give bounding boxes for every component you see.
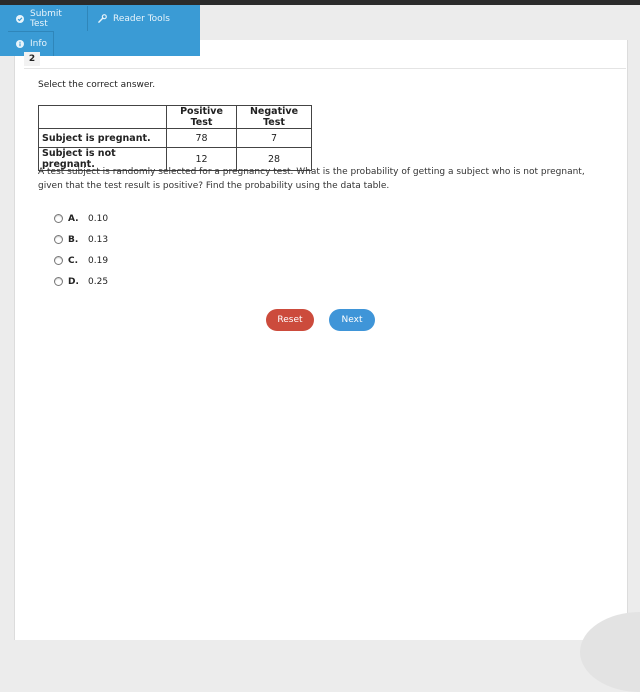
- reset-button[interactable]: Reset: [266, 309, 314, 331]
- question-prompt: Select the correct answer.: [38, 80, 156, 90]
- option-value: 0.25: [88, 276, 109, 287]
- question-number: 2: [24, 52, 40, 66]
- option-value: 0.19: [88, 255, 109, 266]
- table-corner-cell: [39, 106, 167, 129]
- submit-test-label: Submit Test: [30, 8, 62, 29]
- radio-button[interactable]: [54, 256, 63, 265]
- option-letter: B.: [68, 234, 79, 245]
- table-cell: 7: [237, 129, 312, 148]
- option-value: 0.13: [88, 234, 109, 245]
- table-row-header: Subject is pregnant.: [39, 129, 167, 148]
- option-letter: D.: [68, 276, 79, 287]
- question-text: A test subject is randomly selected for a pregnancy test. What is the probability of getting a subject who is not pregnant, given that the test result is positive? Find the probability using the data table.: [38, 167, 585, 191]
- option-value: 0.10: [88, 213, 109, 224]
- test-toolbar: [0, 5, 200, 56]
- answer-option-c[interactable]: [54, 250, 108, 271]
- table-cell: 28: [237, 148, 312, 171]
- answer-options: [54, 208, 108, 292]
- submit-test-button[interactable]: [8, 6, 88, 31]
- table-row-header: Subject is not pregnant.: [39, 148, 167, 171]
- reader-tools-label: Reader Tools: [113, 13, 170, 24]
- reader-tools-button[interactable]: [90, 6, 190, 31]
- table-header-row: [39, 106, 312, 129]
- next-button[interactable]: Next: [329, 309, 375, 331]
- table-cell: 78: [167, 129, 237, 148]
- table-header-cell: Positive Test: [167, 106, 237, 129]
- option-letter: A.: [68, 213, 79, 224]
- wrench-icon: [98, 14, 107, 23]
- table-header-cell: Negative Test: [237, 106, 312, 129]
- radio-button[interactable]: [54, 277, 63, 286]
- option-letter: C.: [68, 255, 79, 266]
- check-circle-icon: [16, 15, 24, 23]
- answer-option-a[interactable]: [54, 208, 108, 229]
- radio-button[interactable]: [54, 235, 63, 244]
- info-label: Info: [30, 39, 48, 49]
- answer-option-d[interactable]: [54, 271, 108, 292]
- divider: [24, 68, 626, 69]
- answer-option-b[interactable]: [54, 229, 108, 250]
- table-cell: 12: [167, 148, 237, 171]
- info-icon: [16, 40, 24, 48]
- table-row: [39, 129, 312, 148]
- radio-button[interactable]: [54, 214, 63, 223]
- data-table: [38, 105, 312, 171]
